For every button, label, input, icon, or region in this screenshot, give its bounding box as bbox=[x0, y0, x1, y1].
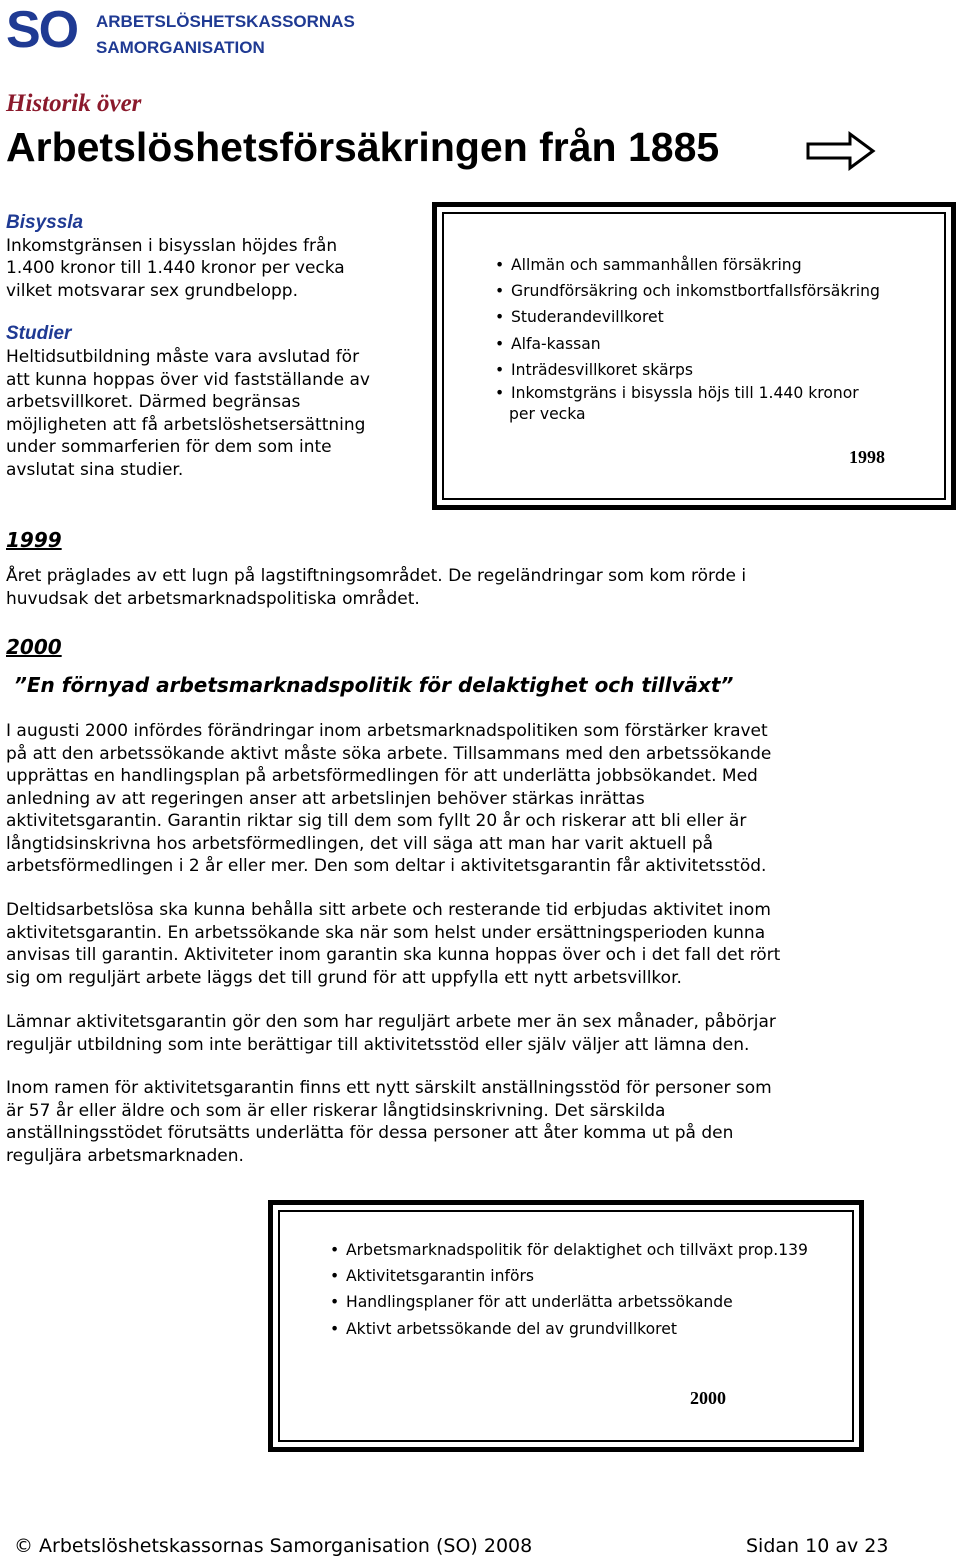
paragraph bbox=[6, 720, 956, 878]
footer-copyright: © Arbetslöshetskassornas Samorganisation (SO) 2008 bbox=[14, 1535, 533, 1557]
box-year-label: 2000 bbox=[690, 1388, 726, 1408]
paragraph bbox=[6, 1077, 956, 1167]
studier-line: möjligheten att få arbetslöshetsersättning bbox=[6, 414, 366, 435]
right-arrow-icon bbox=[806, 131, 876, 171]
text-line: Året präglades av ett lugn på lagstiftningsområdet. De regeländringar som kom rörde i bbox=[6, 566, 747, 586]
text-line: Lämnar aktivitetsgarantin gör den som har reguljärt arbete mer än sex månader, påbörjar bbox=[6, 1012, 776, 1032]
text-line: Inom ramen för aktivitetsgarantin finns ett nytt särskilt anställningsstöd för personer som bbox=[6, 1078, 772, 1098]
paragraph bbox=[6, 899, 956, 989]
text-line: sig om reguljärt arbete läggs det till grund för att uppfylla ett nytt arbetsvillkor. bbox=[6, 967, 682, 988]
text-line: är 57 år eller äldre och som är eller riskerar långtidsinskrivning. Det särskilda bbox=[6, 1100, 666, 1121]
bisyssla-heading: Bisyssla bbox=[6, 212, 84, 233]
list-item: • Inträdesvillkoret skärps bbox=[495, 357, 880, 383]
studier-line: under sommarferien för dem som inte bbox=[6, 437, 332, 458]
bisyssla-line: 1.400 kronor till 1.440 kronor per vecka bbox=[6, 258, 345, 279]
list-item: • Arbetsmarknadspolitik för delaktighet och tillväxt prop.139 bbox=[330, 1237, 808, 1263]
bisyssla-line: Inkomstgränsen i bisysslan höjdes från bbox=[6, 235, 338, 256]
paragraph bbox=[6, 1011, 956, 1056]
text-line: långtidsinskrivna hos arbetsförmedlingen, det vill säga att man har varit aktuell på bbox=[6, 833, 714, 854]
list-item-text: Inkomstgräns i bisyssla höjs till 1.440 kronor bbox=[511, 384, 859, 403]
section-subheading: ”En förnyad arbetsmarknadspolitik för delaktighet och tillväxt” bbox=[14, 673, 734, 697]
paragraph-1999 bbox=[6, 565, 956, 610]
box-year-label: 1998 bbox=[849, 447, 885, 467]
list-item: • Grundförsäkring och inkomstbortfallsförsäkring bbox=[495, 278, 880, 304]
list-item: • Aktivt arbetssökande del av grundvillkoret bbox=[330, 1316, 808, 1342]
studier-line: avslutat sina studier. bbox=[6, 459, 184, 480]
list-item bbox=[495, 383, 880, 425]
summary-list-1998 bbox=[495, 252, 880, 425]
org-name-line1: ARBETSLÖSHETSKASSORNAS bbox=[96, 12, 355, 31]
text-line: arbetsförmedlingen i 2 år eller mer. Den som deltar i aktivitetsgarantin får aktivitetsstöd. bbox=[6, 856, 767, 876]
list-item-continuation: per vecka bbox=[509, 405, 586, 424]
list-item: • Aktivitetsgarantin införs bbox=[330, 1263, 808, 1289]
summary-list-2000 bbox=[330, 1237, 808, 1342]
text-line: anledning av att regeringen anser att arbetslinjen behöver stärkas inrättas bbox=[6, 788, 645, 809]
text-line: reguljär utbildning som inte berättigar till aktivitetsstöd eller själv väljer att lämna den. bbox=[6, 1034, 750, 1055]
left-column bbox=[6, 212, 411, 482]
list-item: • Alfa-kassan bbox=[495, 331, 880, 357]
year-heading-2000: 2000 bbox=[6, 635, 62, 659]
list-item: • Allmän och sammanhållen försäkring bbox=[495, 252, 880, 278]
text-line: huvudsak det arbetsmarknadspolitiska området. bbox=[6, 588, 420, 609]
footer-page-number: Sidan 10 av 23 bbox=[746, 1535, 889, 1557]
studier-line: att kunna hoppas över vid fastställande av bbox=[6, 369, 370, 390]
page-kicker: Historik över bbox=[6, 90, 142, 117]
list-item: • Handlingsplaner för att underlätta arbetssökande bbox=[330, 1289, 808, 1315]
text-line: på att den arbetssökande aktivt måste söka arbete. Tillsammans med den arbetssökande bbox=[6, 743, 772, 764]
bisyssla-line: vilket motsvarar sex grundbelopp. bbox=[6, 280, 298, 301]
list-item: • Studerandevillkoret bbox=[495, 304, 880, 330]
summary-box-2000 bbox=[268, 1200, 864, 1452]
summary-box-1998 bbox=[432, 202, 956, 510]
text-line: upprättas en handlingsplan på arbetsförmedlingen för att underlätta jobbsökandet. Med bbox=[6, 766, 758, 786]
studier-line: Heltidsutbildning måste vara avslutad för bbox=[6, 346, 360, 367]
year-heading-1999: 1999 bbox=[6, 528, 62, 552]
text-line: Deltidsarbetslösa ska kunna behålla sitt arbete och resterande tid erbjudas aktivitet inom bbox=[6, 900, 771, 920]
text-line: reguljära arbetsmarknaden. bbox=[6, 1145, 244, 1166]
studier-line: arbetsvillkoret. Därmed begränsas bbox=[6, 392, 301, 413]
text-line: anställningsstödet förutsätts underlätta för dessa personer att åter komma ut på den bbox=[6, 1123, 734, 1143]
so-logo: SO bbox=[6, 1, 78, 59]
text-line: I augusti 2000 infördes förändringar inom arbetsmarknadspolitiken som förstärker kravet bbox=[6, 721, 768, 741]
text-line: aktivitetsgarantin. Garantin riktar sig till dem som fyllt 20 år och riskerar att bli eller är bbox=[6, 811, 747, 831]
text-line: anvisas till garantin. Aktiviteter inom garantin ska kunna hoppas över och i det fall det rört bbox=[6, 945, 781, 965]
org-name-line2: SAMORGANISATION bbox=[96, 38, 265, 57]
page-title: Arbetslöshetsförsäkringen från 1885 bbox=[6, 124, 720, 170]
text-line: aktivitetsgarantin. En arbetssökande ska när som helst under ersättningsperioden kunna bbox=[6, 922, 766, 943]
studier-heading: Studier bbox=[6, 323, 72, 345]
